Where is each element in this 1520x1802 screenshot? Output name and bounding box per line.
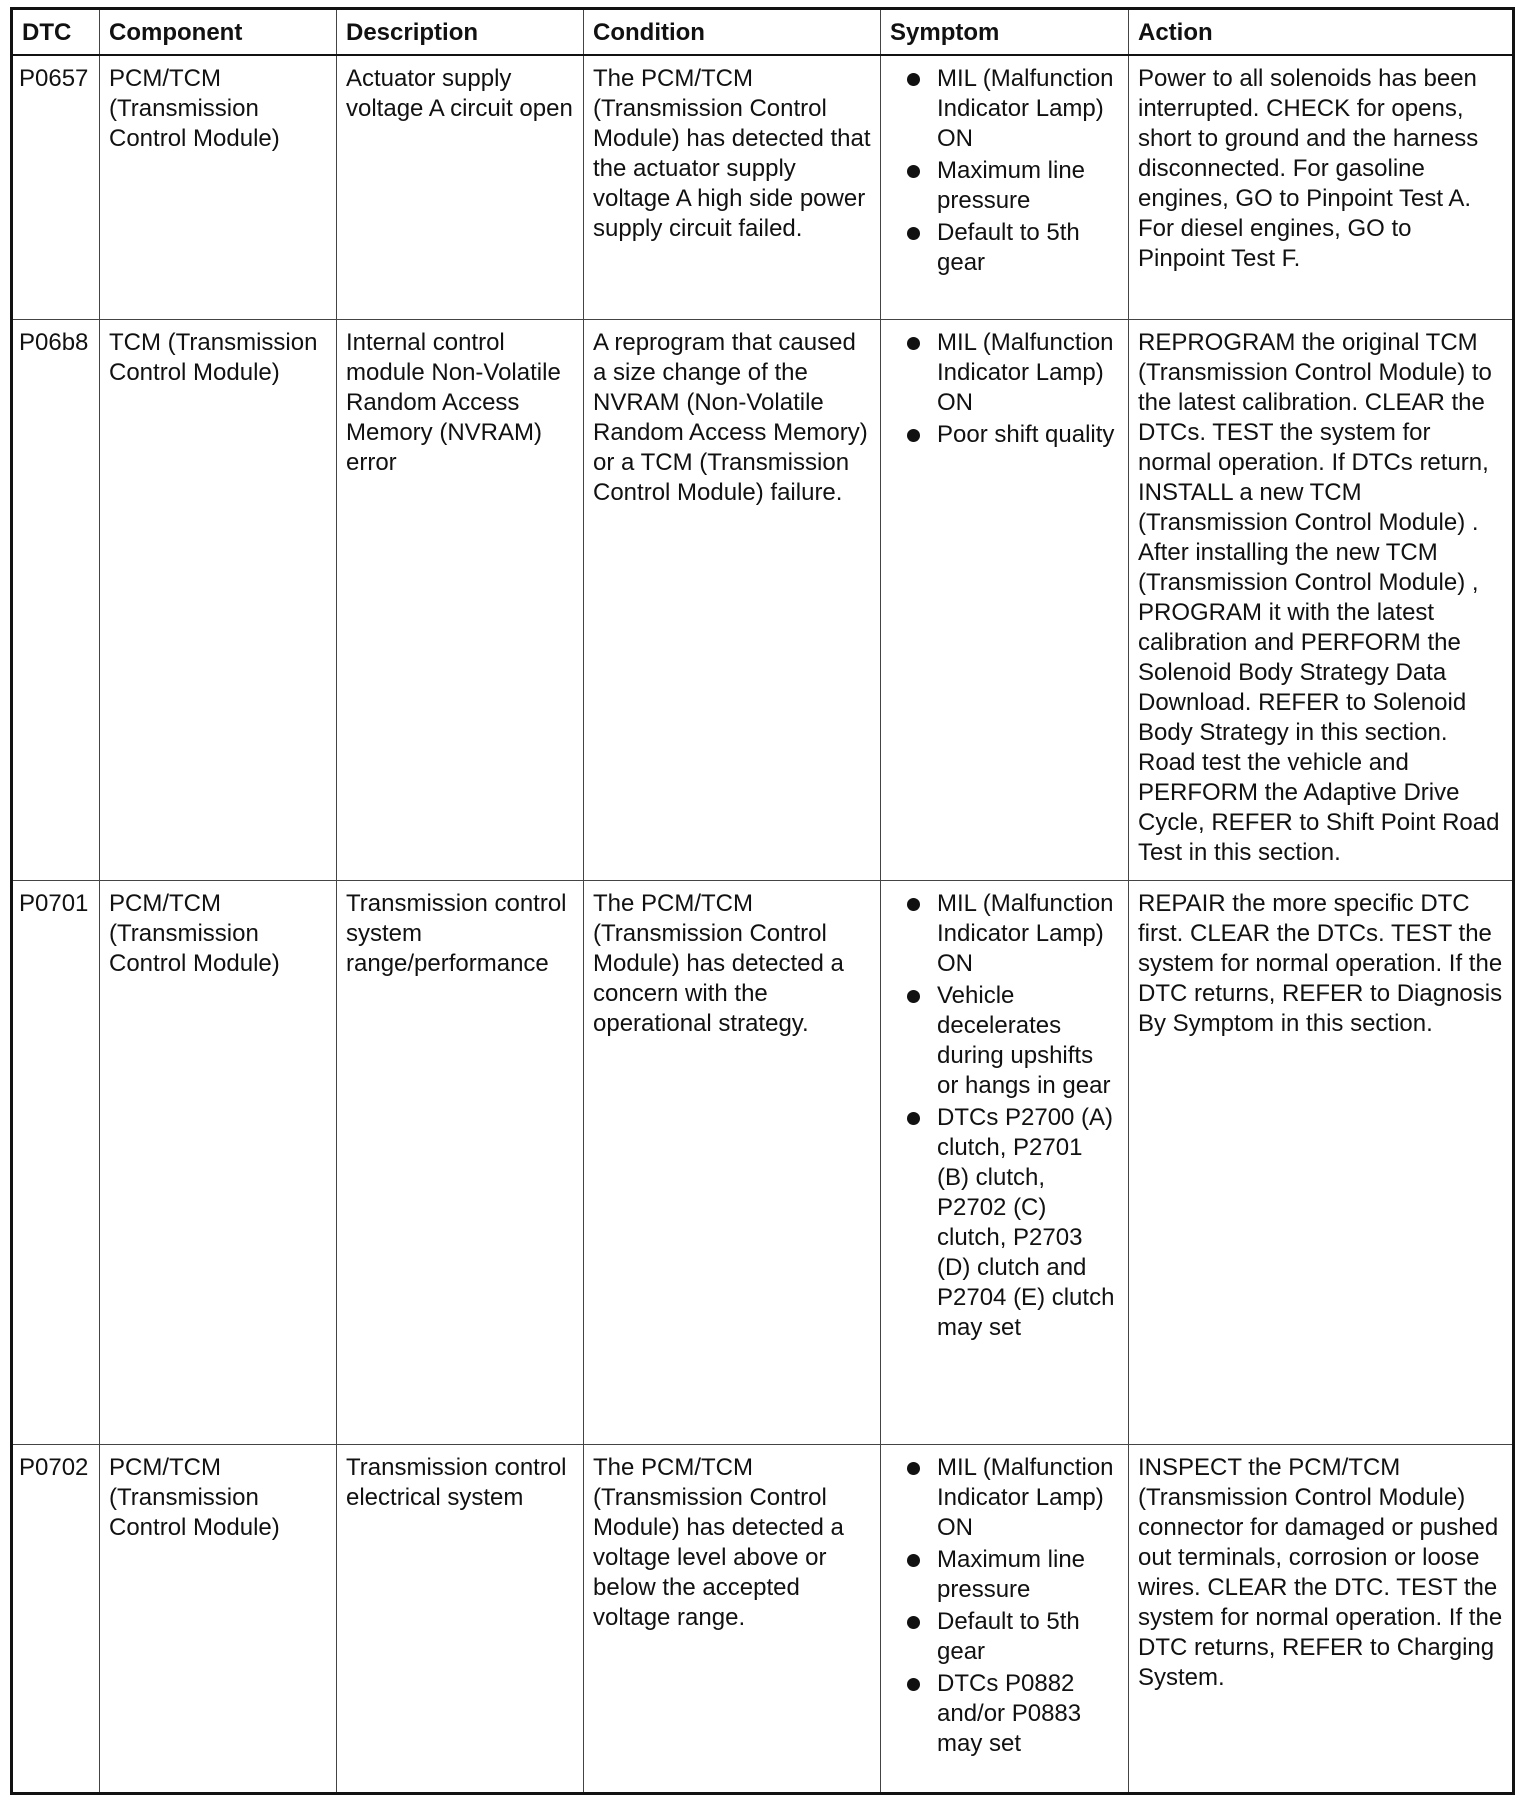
dtc-table: [10, 7, 1515, 1795]
condition-cell: The PCM/TCM (Transmission Control Module) has detected a voltage level above or below the accepted voltage range.: [584, 1444, 881, 1794]
bullet-icon: [907, 429, 920, 442]
dtc-code: P0657: [12, 55, 100, 319]
symptom-text: Vehicle decelerates during upshifts or hangs in gear: [937, 981, 1111, 1099]
bullet-icon: [907, 990, 920, 1003]
table-row: [12, 1444, 1514, 1794]
action-cell: REPROGRAM the original TCM (Transmission Control Module) to the latest calibration. CLEAR the DTCs. TEST the system for normal operation. If DTCs return, INSTALL a new TCM (Transmission Control Module) . After installing the new TCM (Transmission Control Module) , PROGRAM it with the latest calibration and PERFORM the Solenoid Body Strategy Data Download. REFER to Solenoid Body Strategy in this section. Road test the vehicle and PERFORM the Adaptive Drive Cycle, REFER to Shift Point Road Test in this section.: [1129, 319, 1514, 880]
condition-cell: The PCM/TCM (Transmission Control Module) has detected a concern with the operational strategy.: [584, 880, 881, 1444]
table-row: [12, 319, 1514, 880]
symptom-item: [890, 156, 1120, 216]
bullet-icon: [907, 73, 920, 86]
table-row: [12, 55, 1514, 319]
action-cell: Power to all solenoids has been interrupted. CHECK for opens, short to ground and the harness disconnected. For gasoline engines, GO to Pinpoint Test A. For diesel engines, GO to Pinpoint Test F.: [1129, 55, 1514, 319]
description-cell: Transmission control system range/performance: [337, 880, 584, 1444]
bullet-icon: [907, 898, 920, 911]
header-row: [12, 9, 1514, 56]
symptom-cell: [881, 55, 1129, 319]
symptom-item: [890, 1607, 1120, 1667]
symptom-text: MIL (Malfunction Indicator Lamp) ON: [937, 328, 1114, 416]
symptom-text: Default to 5th gear: [937, 219, 1080, 276]
symptom-text: MIL (Malfunction Indicator Lamp) ON: [937, 889, 1114, 977]
symptom-text: DTCs P0882 and/or P0883 may set: [937, 1669, 1082, 1757]
symptom-text: Maximum line pressure: [937, 157, 1086, 214]
dtc-code: P06b8: [12, 319, 100, 880]
bullet-icon: [907, 1112, 920, 1125]
symptom-cell: [881, 880, 1129, 1444]
symptom-list: [890, 64, 1120, 278]
bullet-icon: [907, 337, 920, 350]
symptom-list: [890, 889, 1120, 1343]
symptom-text: Maximum line pressure: [937, 1545, 1086, 1603]
symptom-item: [890, 420, 1120, 450]
symptom-list: [890, 328, 1120, 450]
component-cell: TCM (Transmission Control Module): [100, 319, 337, 880]
header-component: Component: [100, 9, 337, 56]
symptom-item: [890, 1453, 1120, 1543]
symptom-text: DTCs P2700 (A) clutch, P2701 (B) clutch, P2702 (C) clutch, P2703 (D) clutch and P2704 (E) clutch may set: [937, 1103, 1115, 1341]
header-symptom: Symptom: [881, 9, 1129, 56]
symptom-item: [890, 328, 1120, 418]
bullet-icon: [907, 1462, 920, 1475]
table-row: [12, 880, 1514, 1444]
symptom-item: [890, 981, 1120, 1101]
description-cell: Internal control module Non-Volatile Random Access Memory (NVRAM) error: [337, 319, 584, 880]
symptom-item: [890, 1669, 1120, 1759]
bullet-icon: [907, 227, 920, 240]
bullet-icon: [907, 1554, 920, 1567]
bullet-icon: [907, 1616, 920, 1629]
component-cell: PCM/TCM (Transmission Control Module): [100, 880, 337, 1444]
symptom-text: Poor shift quality: [937, 420, 1115, 448]
header-condition: Condition: [584, 9, 881, 56]
header-action: Action: [1129, 9, 1514, 56]
dtc-code: P0702: [12, 1444, 100, 1794]
header-description: Description: [337, 9, 584, 56]
symptom-item: [890, 64, 1120, 154]
symptom-cell: [881, 1444, 1129, 1794]
description-cell: Transmission control electrical system: [337, 1444, 584, 1794]
bullet-icon: [907, 1678, 920, 1691]
component-cell: PCM/TCM (Transmission Control Module): [100, 1444, 337, 1794]
symptom-item: [890, 218, 1120, 278]
condition-cell: The PCM/TCM (Transmission Control Module) has detected that the actuator supply voltage A high side power supply circuit failed.: [584, 55, 881, 319]
component-cell: PCM/TCM (Transmission Control Module): [100, 55, 337, 319]
condition-cell: A reprogram that caused a size change of the NVRAM (Non-Volatile Random Access Memory) or a TCM (Transmission Control Module) failure.: [584, 319, 881, 880]
action-cell: INSPECT the PCM/TCM (Transmission Control Module) connector for damaged or pushed out terminals, corrosion or loose wires. CLEAR the DTC. TEST the system for normal operation. If the DTC returns, REFER to Charging System.: [1129, 1444, 1514, 1794]
symptom-cell: [881, 319, 1129, 880]
symptom-item: [890, 1103, 1120, 1343]
symptom-item: [890, 1545, 1120, 1605]
action-cell: REPAIR the more specific DTC first. CLEAR the DTCs. TEST the system for normal operation. If the DTC returns, REFER to Diagnosis By Symptom in this section.: [1129, 880, 1514, 1444]
symptom-text: MIL (Malfunction Indicator Lamp) ON: [937, 1453, 1114, 1541]
description-cell: Actuator supply voltage A circuit open: [337, 55, 584, 319]
symptom-text: Default to 5th gear: [937, 1607, 1080, 1665]
symptom-list: [890, 1453, 1120, 1759]
symptom-item: [890, 889, 1120, 979]
header-dtc: DTC: [12, 9, 100, 56]
symptom-text: MIL (Malfunction Indicator Lamp) ON: [937, 65, 1114, 152]
bullet-icon: [907, 165, 920, 178]
dtc-code: P0701: [12, 880, 100, 1444]
